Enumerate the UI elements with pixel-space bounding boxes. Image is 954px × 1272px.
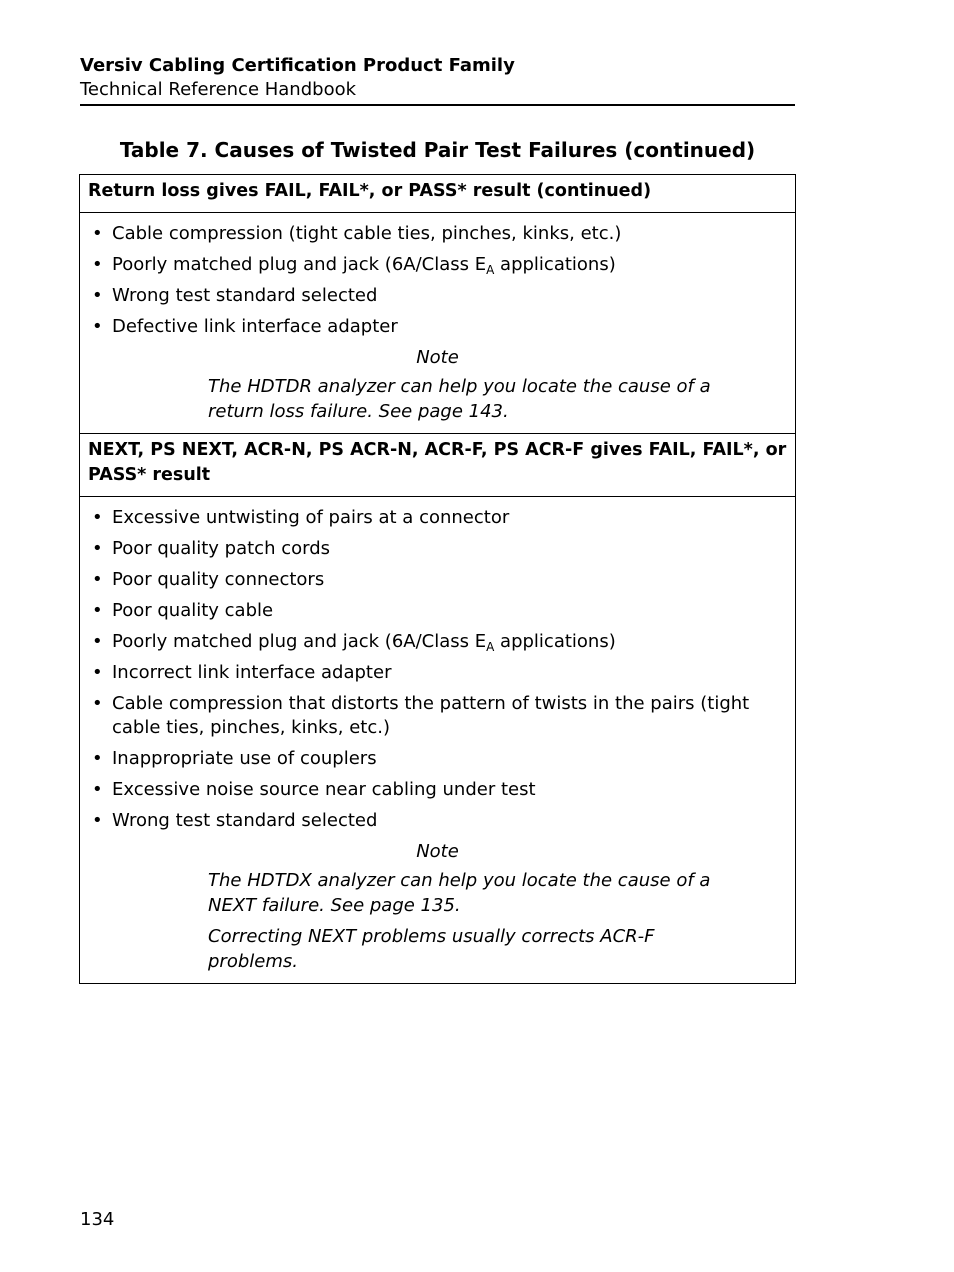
- list-item: • Wrong test standard selected: [92, 285, 378, 306]
- bullet-icon: •: [92, 538, 103, 559]
- header-rule: [80, 104, 795, 106]
- bullet-icon: •: [92, 507, 103, 528]
- section-body-return-loss: [80, 213, 795, 434]
- note-label: Note: [416, 347, 459, 368]
- list-item: • Poorly matched plug and jack (6A/Class $E_A$ applications): [92, 631, 616, 654]
- bullet-icon: •: [92, 662, 103, 683]
- section-body-next: [80, 497, 795, 983]
- list-item: • Inappropriate use of couplers: [92, 748, 377, 769]
- bullet-icon: •: [92, 631, 103, 652]
- bullet-icon: •: [92, 316, 103, 337]
- table-title: Table 7. Causes of Twisted Pair Test Failures (continued): [119, 138, 756, 162]
- list-item: • Cable compression (tight cable ties, pinches, kinks, etc.): [92, 223, 622, 244]
- section-heading-next: NEXT, PS NEXT, ACR-N, PS ACR-N, ACR-F, PS ACR-F gives FAIL, FAIL*, or PASS* result: [80, 434, 795, 497]
- cause-list: [88, 506, 787, 833]
- list-item: • Cable compression that distorts the pattern of twists in the pairs (tight cable ties, pinches, kinks, etc.): [92, 693, 750, 738]
- product-family-title: Versiv Cabling Certification Product Family: [80, 55, 515, 76]
- list-item: • Excessive noise source near cabling under test: [92, 779, 536, 800]
- bullet-icon: •: [92, 600, 103, 621]
- bullet-icon: •: [92, 254, 103, 275]
- handbook-title: Technical Reference Handbook: [80, 79, 357, 100]
- bullet-icon: •: [92, 779, 103, 800]
- bullet-icon: •: [92, 223, 103, 244]
- section-heading-return-loss: Return loss gives FAIL, FAIL*, or PASS* result (continued): [80, 175, 795, 213]
- bullet-icon: •: [92, 748, 103, 769]
- cause-list: [88, 222, 787, 339]
- note-text: The HDTDR analyzer can help you locate the cause of a return loss failure. See page 143.: [208, 376, 711, 422]
- page-number: 134: [80, 1209, 115, 1230]
- bullet-icon: •: [92, 569, 103, 590]
- bullet-icon: •: [92, 693, 103, 714]
- list-item: • Poor quality connectors: [92, 569, 325, 590]
- failure-causes-table: [79, 174, 796, 984]
- list-item: • Wrong test standard selected: [92, 810, 378, 831]
- running-header: [80, 54, 795, 102]
- note-text: Correcting NEXT problems usually corrects ACR-F problems.: [208, 926, 655, 972]
- note-label: Note: [416, 841, 459, 862]
- bullet-icon: •: [92, 285, 103, 306]
- list-item: • Poorly matched plug and jack (6A/Class $E_A$ applications): [92, 254, 616, 277]
- list-item: • Poor quality cable: [92, 600, 274, 621]
- note-text: The HDTDX analyzer can help you locate the cause of a NEXT failure. See page 135.: [208, 870, 711, 916]
- list-item: • Defective link interface adapter: [92, 316, 398, 337]
- list-item: • Excessive untwisting of pairs at a connector: [92, 507, 510, 528]
- list-item: • Poor quality patch cords: [92, 538, 330, 559]
- list-item: • Incorrect link interface adapter: [92, 662, 392, 683]
- bullet-icon: •: [92, 810, 103, 831]
